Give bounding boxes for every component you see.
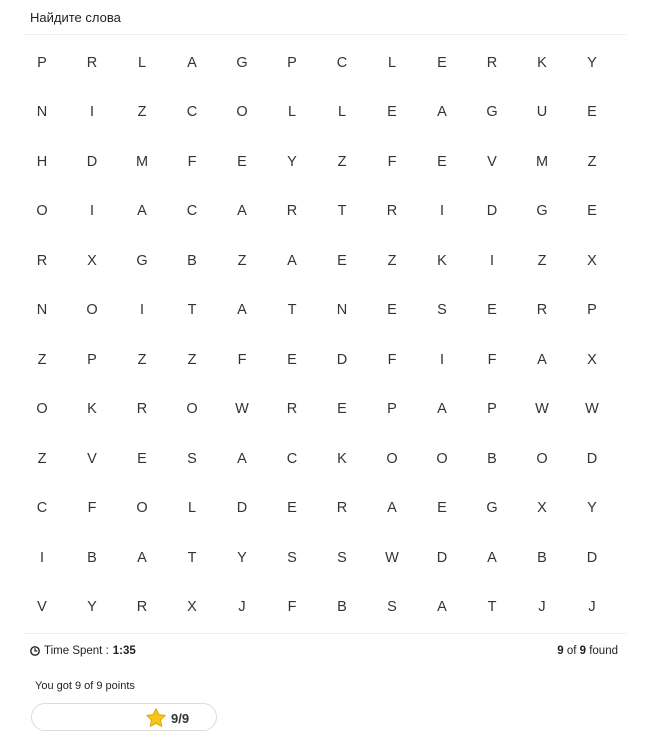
grid-cell[interactable]: X <box>587 351 597 368</box>
grid-cell[interactable]: S <box>287 549 297 566</box>
grid-cell[interactable]: Z <box>137 351 147 368</box>
grid-cell[interactable]: P <box>487 401 497 418</box>
grid-cell[interactable]: N <box>336 302 348 319</box>
grid-cell[interactable]: A <box>437 599 447 616</box>
grid-cell[interactable]: Z <box>137 104 147 121</box>
grid-cell[interactable]: C <box>186 203 198 220</box>
grid-cell[interactable]: X <box>537 500 547 517</box>
grid-cell[interactable]: A <box>437 401 447 418</box>
grid-cell[interactable]: F <box>387 351 397 368</box>
grid-cell[interactable]: T <box>287 302 297 319</box>
grid-cell[interactable]: R <box>486 54 498 71</box>
grid-cell[interactable]: A <box>137 549 147 566</box>
grid-cell[interactable]: G <box>236 54 248 71</box>
clock-icon <box>30 646 40 656</box>
grid-cell[interactable]: O <box>436 450 448 467</box>
grid-cell[interactable]: L <box>187 500 197 517</box>
grid-cell[interactable]: S <box>437 302 447 319</box>
grid-cell[interactable]: Y <box>587 500 597 517</box>
grid-cell[interactable]: R <box>136 401 148 418</box>
grid-cell[interactable]: O <box>136 500 148 517</box>
grid-cell[interactable]: O <box>86 302 98 319</box>
grid-cell[interactable]: A <box>237 203 247 220</box>
grid-cell[interactable]: J <box>538 599 546 616</box>
status-bar <box>30 642 618 660</box>
grid-cell[interactable]: E <box>137 450 147 467</box>
grid-cell[interactable]: E <box>437 500 447 517</box>
grid-cell[interactable]: I <box>89 203 95 220</box>
grid-cell[interactable]: M <box>535 153 549 170</box>
grid-cell[interactable]: J <box>588 599 596 616</box>
score-pill <box>31 703 217 731</box>
grid-cell[interactable]: E <box>487 302 497 319</box>
grid-cell[interactable]: O <box>186 401 198 418</box>
grid-cell[interactable]: V <box>487 153 497 170</box>
grid-cell[interactable]: E <box>287 500 297 517</box>
grid-cell[interactable]: B <box>337 599 347 616</box>
grid-cell[interactable]: F <box>87 500 97 517</box>
grid-cell[interactable]: I <box>39 549 45 566</box>
grid-cell[interactable]: R <box>336 500 348 517</box>
grid-cell[interactable]: Z <box>187 351 197 368</box>
grid-cell[interactable]: G <box>536 203 548 220</box>
grid-cell[interactable]: E <box>587 104 597 121</box>
grid-cell[interactable]: Z <box>387 252 397 269</box>
grid-cell[interactable]: I <box>89 104 95 121</box>
grid-cell[interactable]: X <box>87 252 97 269</box>
grid-cell[interactable]: E <box>437 54 447 71</box>
divider <box>24 633 626 634</box>
grid-cell[interactable]: P <box>387 401 397 418</box>
grid-cell[interactable]: D <box>586 549 598 566</box>
grid-cell[interactable]: R <box>536 302 548 319</box>
grid-cell[interactable]: Y <box>237 549 247 566</box>
grid-cell[interactable]: O <box>236 104 248 121</box>
grid-cell[interactable]: Y <box>287 153 297 170</box>
grid-cell[interactable]: W <box>385 549 399 566</box>
grid-cell[interactable]: C <box>186 104 198 121</box>
grid-cell[interactable]: P <box>587 302 597 319</box>
grid-cell[interactable]: A <box>137 203 147 220</box>
grid-cell[interactable]: T <box>187 549 197 566</box>
grid-cell[interactable]: T <box>337 203 347 220</box>
grid-cell[interactable]: I <box>439 351 445 368</box>
grid-cell[interactable]: E <box>587 203 597 220</box>
grid-cell[interactable]: O <box>36 203 48 220</box>
grid-cell[interactable]: D <box>236 500 248 517</box>
grid-cell[interactable]: K <box>337 450 347 467</box>
grid-cell[interactable]: F <box>237 351 247 368</box>
grid-cell[interactable]: D <box>486 203 498 220</box>
grid-cell[interactable]: I <box>489 252 495 269</box>
grid-cell[interactable]: E <box>337 252 347 269</box>
grid-cell[interactable]: F <box>387 153 397 170</box>
grid-cell[interactable]: D <box>586 450 598 467</box>
found-count: 9 <box>557 645 564 657</box>
grid-cell[interactable]: R <box>386 203 398 220</box>
found-counter <box>557 645 618 657</box>
grid-cell[interactable]: C <box>286 450 298 467</box>
grid-cell[interactable]: Z <box>337 153 347 170</box>
grid-cell[interactable]: Z <box>587 153 597 170</box>
grid-cell[interactable]: V <box>87 450 97 467</box>
grid-cell[interactable]: R <box>36 252 48 269</box>
grid-cell[interactable]: O <box>386 450 398 467</box>
grid-cell[interactable]: Z <box>37 351 47 368</box>
grid-cell[interactable]: D <box>436 549 448 566</box>
points-text: You got 9 of 9 points <box>35 680 135 692</box>
grid-cell[interactable]: L <box>287 104 297 121</box>
grid-cell[interactable]: N <box>36 104 48 121</box>
grid-cell[interactable]: G <box>486 500 498 517</box>
grid-cell[interactable]: J <box>238 599 246 616</box>
grid-cell[interactable]: T <box>487 599 497 616</box>
grid-cell[interactable]: B <box>87 549 97 566</box>
header <box>24 0 626 35</box>
grid-cell[interactable]: E <box>387 104 397 121</box>
grid-cell[interactable]: F <box>487 351 497 368</box>
grid-cell[interactable]: S <box>387 599 397 616</box>
grid-cell[interactable]: B <box>187 252 197 269</box>
grid-cell[interactable]: G <box>486 104 498 121</box>
grid-cell[interactable]: W <box>535 401 549 418</box>
grid-cell[interactable]: K <box>87 401 97 418</box>
grid-cell[interactable]: L <box>137 54 147 71</box>
grid-cell[interactable]: R <box>136 599 148 616</box>
grid-cell[interactable]: Z <box>37 450 47 467</box>
grid-cell[interactable]: N <box>36 302 48 319</box>
grid-cell[interactable]: R <box>286 401 298 418</box>
grid-cell[interactable]: E <box>237 153 247 170</box>
found-suffix: found <box>586 645 618 657</box>
grid-cell[interactable]: P <box>37 54 47 71</box>
grid-cell[interactable]: X <box>587 252 597 269</box>
grid-cell[interactable]: T <box>187 302 197 319</box>
score-value: 9/9 <box>171 710 190 726</box>
grid-cell[interactable]: M <box>135 153 149 170</box>
grid-cell[interactable]: E <box>287 351 297 368</box>
grid-cell[interactable]: C <box>36 500 48 517</box>
grid-cell[interactable]: E <box>437 153 447 170</box>
found-total: 9 <box>579 645 587 657</box>
grid-cell[interactable]: L <box>337 104 347 121</box>
grid-cell[interactable]: L <box>387 54 397 71</box>
grid-cell[interactable]: O <box>36 401 48 418</box>
word-search-grid[interactable] <box>17 38 617 632</box>
grid-cell[interactable]: Z <box>537 252 547 269</box>
grid-cell[interactable]: C <box>336 54 348 71</box>
grid-cell[interactable]: Y <box>587 54 597 71</box>
star-icon <box>145 707 167 729</box>
grid-cell[interactable]: P <box>87 351 97 368</box>
grid-cell[interactable]: R <box>286 203 298 220</box>
time-spent <box>30 645 136 657</box>
grid-cell[interactable]: A <box>387 500 397 517</box>
grid-cell[interactable]: S <box>337 549 347 566</box>
grid-cell[interactable]: B <box>487 450 497 467</box>
grid-cell[interactable]: A <box>237 450 247 467</box>
page-title: Найдите слова <box>30 9 121 25</box>
grid-cell[interactable]: R <box>86 54 98 71</box>
grid-cell[interactable]: A <box>237 302 247 319</box>
grid-cell[interactable]: A <box>537 351 547 368</box>
found-of: of <box>563 645 580 657</box>
grid-cell[interactable]: Y <box>87 599 97 616</box>
grid-cell[interactable]: Z <box>237 252 247 269</box>
time-label: Time Spent : <box>44 645 109 657</box>
grid-cell[interactable]: W <box>235 401 249 418</box>
grid-cell[interactable]: H <box>36 153 48 170</box>
grid-cell[interactable]: X <box>187 599 197 616</box>
grid-cell[interactable]: F <box>287 599 297 616</box>
grid-cell[interactable]: U <box>536 104 548 121</box>
grid-cell[interactable]: K <box>537 54 547 71</box>
grid-cell[interactable]: E <box>337 401 347 418</box>
grid-cell[interactable]: P <box>287 54 297 71</box>
grid-cell[interactable]: V <box>37 599 47 616</box>
grid-cell[interactable]: O <box>536 450 548 467</box>
grid-cell[interactable]: A <box>437 104 447 121</box>
grid-cell[interactable]: I <box>439 203 445 220</box>
grid-cell[interactable]: K <box>437 252 447 269</box>
grid-cell[interactable]: D <box>336 351 348 368</box>
grid-cell[interactable]: F <box>187 153 197 170</box>
grid-cell[interactable]: A <box>287 252 297 269</box>
grid-cell[interactable]: D <box>86 153 98 170</box>
time-value: 1:35 <box>112 645 136 657</box>
grid-cell[interactable]: B <box>537 549 547 566</box>
grid-cell[interactable]: A <box>487 549 497 566</box>
grid-cell[interactable]: E <box>387 302 397 319</box>
grid-cell[interactable]: W <box>585 401 599 418</box>
grid-cell[interactable]: A <box>187 54 197 71</box>
grid-cell[interactable]: G <box>136 252 148 269</box>
grid-cell[interactable]: I <box>139 302 145 319</box>
grid-cell[interactable]: S <box>187 450 197 467</box>
